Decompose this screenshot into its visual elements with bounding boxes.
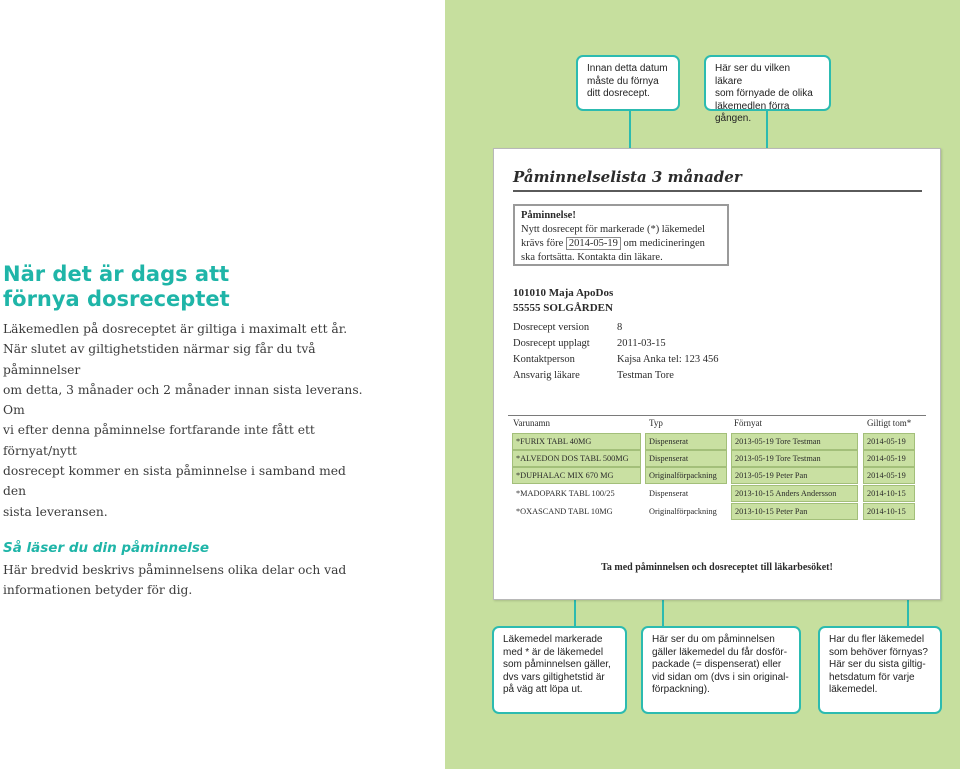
info-value: 8 — [617, 322, 623, 333]
table-divider — [508, 415, 926, 416]
notice-heading: Påminnelse! — [521, 210, 576, 221]
callout-previous-doctor: Här ser du vilken läkare som förnyade de olika läkemedlen förra gången. — [704, 55, 831, 111]
info-row — [513, 352, 718, 368]
page-title-line-2: förnya dosreceptet — [3, 287, 230, 311]
table-cell-renewed: 2013-10-15 Peter Pan — [732, 504, 857, 519]
table-cell-valid: 2014-05-19 — [864, 451, 914, 466]
table-cell-type: Originalförpackning — [646, 468, 726, 483]
table-cell-renewed: 2013-10-15 Anders Andersson — [732, 486, 857, 501]
table-cell-name: *FURIX TABL 40MG — [513, 434, 640, 449]
title-divider — [513, 190, 922, 192]
column-header-renewed: Förnyat — [734, 418, 762, 428]
info-value: 2011-03-15 — [617, 338, 666, 349]
reading-guide-paragraph — [3, 560, 363, 600]
table-cell-name: *MADOPARK TABL 100/25 — [516, 489, 615, 498]
table-cell-valid: 2014-10-15 — [864, 504, 914, 519]
info-value: Testman Tore — [617, 370, 674, 381]
page-title-line-1: När det är dags att — [3, 262, 230, 286]
column-header-name: Varunamn — [513, 418, 550, 428]
column-header-valid-until: Giltigt tom* — [867, 418, 912, 428]
patient-address: 55555 SOLGÅRDEN — [513, 302, 613, 314]
info-value: Kajsa Anka tel: 123 456 — [617, 354, 719, 365]
reminder-notice — [513, 204, 729, 266]
intro-line: dosrecept kommer en sista påminnelse i samband med den — [3, 464, 346, 499]
table-cell-renewed: 2013-05-19 Peter Pan — [732, 468, 857, 483]
page-title — [3, 262, 363, 312]
info-row — [513, 320, 718, 336]
table-cell-name: *OXASCAND TABL 10MG — [516, 507, 613, 516]
notice-line: Nytt dosrecept för markerade (*) läkemedel — [521, 224, 705, 235]
intro-section — [3, 262, 363, 600]
notice-line: krävs före — [521, 238, 564, 249]
table-cell-valid: 2014-10-15 — [864, 486, 914, 501]
table-cell-type: Dispenserat — [646, 434, 726, 449]
column-header-type: Typ — [649, 418, 663, 428]
info-row — [513, 368, 718, 384]
info-label: Dosrecept version — [513, 322, 590, 333]
reminder-document — [493, 148, 941, 600]
callout-valid-dates: Har du fler läkemedel som behöver förnyas? Här ser du sista giltig- hetsdatum för varje läkemedel. — [818, 626, 942, 714]
document-title: Påminnelselista 3 månader — [513, 168, 742, 186]
notice-line: ska fortsätta. Kontakta din läkare. — [521, 252, 663, 263]
patient-name: 101010 Maja ApoDos — [513, 287, 614, 299]
table-cell-name: *DUPHALAC MIX 670 MG — [513, 468, 640, 483]
patient-info — [513, 286, 613, 316]
document-footer-note: Ta med påminnelsen och dosreceptet till läkarbesöket! — [601, 562, 833, 573]
table-cell-type: Dispenserat — [649, 489, 689, 498]
renew-before-date: 2014-05-19 — [566, 237, 621, 250]
intro-line: om detta, 3 månader och 2 månader innan sista leverans. Om — [3, 382, 363, 418]
callout-renew-date: Innan detta datum måste du förnya ditt dosrecept. — [576, 55, 680, 111]
table-cell-type: Originalförpackning — [649, 507, 717, 516]
table-cell-renewed: 2013-05-19 Tore Testman — [732, 451, 857, 466]
prescription-info — [513, 320, 718, 384]
intro-line: Läkemedlen på dosreceptet är giltiga i maximalt ett år. — [3, 322, 348, 336]
guide-line: informationen betyder för dig. — [3, 582, 193, 597]
intro-paragraph — [3, 319, 363, 522]
intro-line: När slutet av giltighetstiden närmar sig får du två påminnelser — [3, 342, 316, 377]
section-subheading: Så läser du din påminnelse — [3, 539, 210, 556]
guide-line: Här bredvid beskrivs påminnelsens olika delar och vad — [3, 562, 347, 577]
info-label: Kontaktperson — [513, 354, 575, 365]
table-cell-valid: 2014-05-19 — [864, 434, 914, 449]
notice-line: om medicineringen — [623, 238, 705, 249]
table-cell-valid: 2014-05-19 — [864, 468, 914, 483]
callout-marked-medicines: Läkemedel markerade med * är de läkemedel som påminnelsen gäller, dvs vars giltighetstid är på väg att löpa ut. — [492, 626, 627, 714]
table-cell-renewed: 2013-05-19 Tore Testman — [732, 434, 857, 449]
table-cell-name: *ALVEDON DOS TABL 500MG — [513, 451, 640, 466]
intro-line: vi efter denna påminnelse fortfarande inte fått ett förnyat/nytt — [3, 423, 315, 458]
info-row — [513, 336, 718, 352]
table-cell-type: Dispenserat — [646, 451, 726, 466]
intro-line: sista leveransen. — [3, 504, 108, 519]
info-label: Ansvarig läkare — [513, 370, 580, 381]
info-label: Dosrecept upplagt — [513, 338, 590, 349]
callout-package-type: Här ser du om påminnelsen gäller läkemedel du får dosför- packade (= dispenserat) eller vid sidan om (dvs i sin original- förpackning). — [641, 626, 801, 714]
